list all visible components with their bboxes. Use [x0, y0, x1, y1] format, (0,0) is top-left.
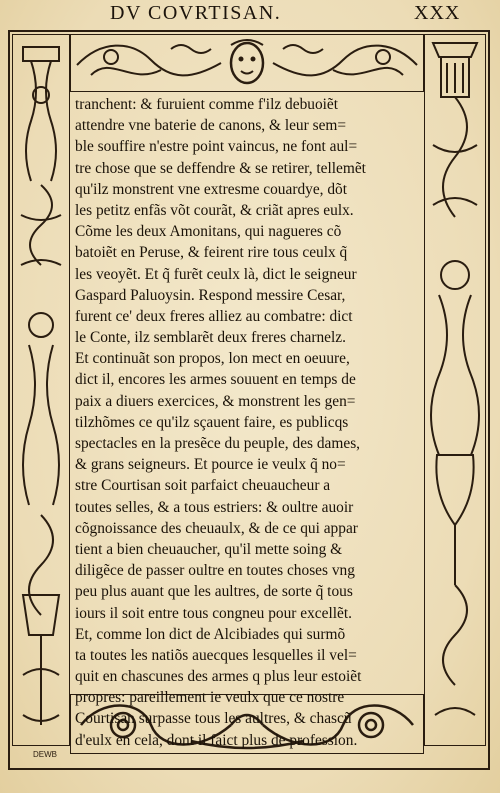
text-line: les petitz enfãs võt courãt, & criãt apres eulx.: [75, 201, 354, 219]
body-text: [75, 94, 420, 751]
text-line: tient a bien cheuaucher, qu'il mette soing &: [75, 540, 343, 558]
text-line: attendre vne baterie de canons, & leur sem=: [75, 117, 347, 135]
right-ornament-column: [424, 34, 486, 746]
text-line: diligẽce de passer oultre en toutes choses vng: [75, 562, 355, 580]
text-line: iours il soit entre tous congneu pour excellẽt.: [75, 604, 352, 622]
text-line: Gaspard Paluoysin. Respond messire Cesar,: [75, 286, 346, 304]
running-title: DV COVRTISAN.: [110, 2, 282, 24]
folio-number: XXX: [414, 2, 461, 24]
text-line: Cõme les deux Amonitans, qui nagueres cõ: [75, 223, 342, 241]
text-line: d'eulx en cela, dont il faict plus de profession.: [75, 731, 358, 749]
text-line: & grans seigneurs. Et pource ie veulx q̃ no=: [75, 456, 346, 474]
text-line: peu plus auant que les aultres, de sorte q̃ tous: [75, 583, 353, 601]
text-line: paix a diuers exercices, & monstrent les gen=: [75, 392, 356, 410]
text-line: furent ce' deux freres alliez au combatre: dict: [75, 307, 353, 325]
text-line: ble souffire n'estre point vaincus, ne font aul=: [75, 138, 358, 156]
printer-mark: DEWB: [33, 750, 57, 759]
mask-ornament: [231, 40, 263, 83]
text-line: qu'ilz monstrent vne extresme couardye, dõt: [75, 180, 348, 198]
text-line: cõgnoissance des cheuaulx, & de ce qui appar: [75, 519, 358, 537]
text-line: Et continuãt son propos, lon mect en oeuure,: [75, 350, 350, 368]
text-line: tre chose que se deffendre & se retirer, tellemẽt: [75, 159, 366, 177]
left-ornament-column: [12, 34, 70, 746]
text-line: tranchent: & furuient comme f'ilz debuoiẽt: [75, 96, 339, 113]
text-line: les veoyẽt. Et q̃ furẽt ceulx là, dict le seigneur: [75, 265, 357, 283]
text-line: dict il, encores les armes souuent en temps de: [75, 371, 356, 389]
text-line: le Conte, ilz semblarẽt deux freres charnelz.: [75, 329, 346, 347]
text-line: tilzhõmes ce qu'ilz sçauent faire, es publicqs: [75, 413, 349, 431]
text-line: Et, comme lon dict de Alcibiades qui surmõ: [75, 625, 346, 643]
text-line: quit en chascunes des armes q plus leur estoiẽt: [75, 668, 362, 686]
text-line: Courtisan surpasse tous les aultres, & chascũ: [75, 710, 352, 728]
top-ornament-band: [70, 34, 424, 92]
text-line: spectacles en la presẽce du peuple, des dames,: [75, 435, 361, 452]
text-line: ta toutes les natiõs auecques lesquelles il vel=: [75, 646, 357, 664]
text-line: propres: pareillement ie veulx que ce nostre: [75, 689, 345, 707]
running-head: [0, 0, 500, 30]
text-line: toutes selles, & a tous estriers: & oultre auoir: [75, 498, 354, 516]
text-line: stre Courtisan soit parfaict cheuaucheur a: [75, 477, 331, 495]
text-line: batoiẽt en Peruse, & feirent rire tous ceulx q̃: [75, 244, 348, 262]
